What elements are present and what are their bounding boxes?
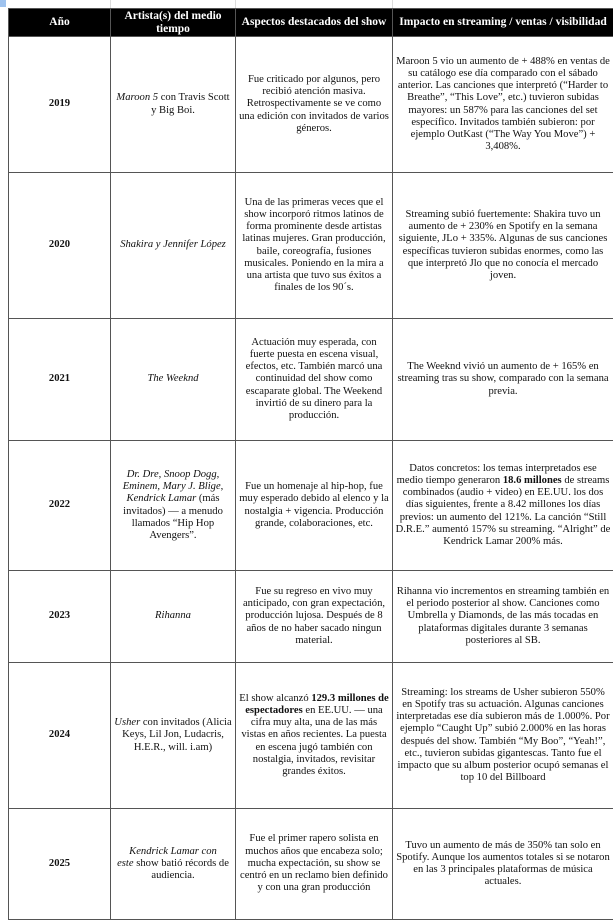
- table-row: [9, 441, 613, 571]
- impact-cell[interactable]: Streaming: los streams de Usher subieron 550% en Spotify tras su actuación. Algunas canciones interpretadas ese día subieron más de 1.000%. Por ejemplo “Caught Up” subió 2.000% en las horas después del show. También “My Boo”, “Yeah!”, etc., tuvieron subidas gigantescas. Tanto fue el impacto que su album posterior ocupó semanas el top 10 del Billboard: [393, 663, 613, 809]
- sheet-gridline: [392, 0, 393, 8]
- impact-cell[interactable]: Maroon 5 vio un aumento de + 488% en ventas de su catálogo ese día comparado con el sábado anterior. Las canciones que interpretó (“Harder to Breathe”, “This Love”, etc.) tuvieron subidas mayores: un 587% para las canciones del set específico. Invitados también subieron: por ejemplo OutKast (“The Way You Move”) + 3,408%.: [393, 37, 613, 173]
- header-artist[interactable]: Artista(s) del medio tiempo: [111, 9, 236, 37]
- year-cell[interactable]: 2020: [9, 173, 111, 319]
- impact-cell[interactable]: Rihanna vio incrementos en streaming también en el periodo posterior al show. Canciones como Umbrella y Diamonds, de las más tocadas en plataformas digitales durante 3 semanas posteriores al SB.: [393, 571, 613, 663]
- header-year[interactable]: Año: [9, 9, 111, 37]
- artist-cell[interactable]: [111, 173, 236, 319]
- halftime-show-table: [8, 8, 613, 920]
- impact-cell[interactable]: Tuvo un aumento de más de 350% tan solo en Spotify. Aunque los aumentos totales si se notaron en las 3 principales plataformas de música actuales.: [393, 809, 613, 920]
- artist-name: Rihanna: [155, 610, 191, 622]
- artist-cell[interactable]: [111, 37, 236, 173]
- artist-name: Maroon 5: [116, 92, 159, 104]
- cell-selection-indicator: [0, 0, 6, 7]
- year-cell[interactable]: 2021: [9, 319, 111, 441]
- artist-cell[interactable]: [111, 319, 236, 441]
- artist-emphasis: este: [117, 857, 134, 869]
- year-cell[interactable]: 2024: [9, 663, 111, 809]
- impact-cell[interactable]: Streaming subió fuertemente: Shakira tuvo un aumento de + 230% en Spotify en la semana siguiente, JLo + 335%. Algunas de sus canciones específicas tuvieron subidas enormes, como las que interpretó Jlo que no conocía el mercado joven.: [393, 173, 613, 319]
- impact-cell[interactable]: [393, 441, 613, 571]
- table-row: [9, 809, 613, 920]
- artist-name: Dr. Dre, Snoop Dogg, Eminem, Mary J. Blige, Kendrick Lamar: [122, 468, 224, 505]
- highlights-cell[interactable]: Una de las primeras veces que el show incorporó ritmos latinos de forma prominente desde artistas latinas mujeres. Gran producción, baile, coreografía, fusiones musicales. Poniendo en la mira a una artista que tuvo sus éxitos a finales de los 90´s.: [236, 173, 393, 319]
- highlights-cell[interactable]: Actuación muy esperada, con fuerte puesta en escena visual, efectos, etc. También marcó una continuidad del show como escaparate global. The Weekend invirtió de su dinero para la producción.: [236, 319, 393, 441]
- header-row: [9, 9, 613, 37]
- impact-cell[interactable]: The Weeknd vivió un aumento de + 165% en streaming tras su show, comparado con la semana previa.: [393, 319, 613, 441]
- header-impact[interactable]: Impacto en streaming / ventas / visibilidad: [393, 9, 613, 37]
- header-highlights[interactable]: Aspectos destacados del show: [236, 9, 393, 37]
- highlights-text: en EE.UU. — una cifra muy alta, una de las más vistas en años recientes. La puesta en escena jugó también con nostalgia, invitados, revisitar grandes éxitos.: [241, 704, 387, 777]
- artist-cell[interactable]: [111, 441, 236, 571]
- sheet-gridline: [235, 0, 236, 8]
- table-row: [9, 37, 613, 173]
- artist-cell[interactable]: [111, 571, 236, 663]
- table-row: [9, 571, 613, 663]
- artist-name: Usher: [114, 717, 141, 729]
- highlights-cell[interactable]: Fue el primer rapero solista en muchos años que encabeza solo; mucha expectación, su show se centró en un reclamo bien definido y con una gran producción: [236, 809, 393, 920]
- impact-highlight: 18.6 millones: [502, 474, 562, 486]
- table-row: [9, 663, 613, 809]
- year-cell[interactable]: 2025: [9, 809, 111, 920]
- year-cell[interactable]: 2019: [9, 37, 111, 173]
- year-cell[interactable]: 2022: [9, 441, 111, 571]
- highlights-cell[interactable]: Fue su regreso en vivo muy anticipado, con gran expectación, producción lujosa. Después de 8 años de no haber sacado ningun material.: [236, 571, 393, 663]
- sheet-gridline: [110, 0, 111, 8]
- artist-detail: con Travis Scott y Big Boi.: [151, 92, 230, 116]
- artist-name: The Weeknd: [147, 373, 199, 385]
- artist-cell[interactable]: [111, 663, 236, 809]
- impact-text: de streams combinados (audio + video) en EE.UU. los dos días siguientes, frente a 8.42 millones los días previos: un aumento del 121%. La canción “Still D.R.E.” aumentó 157% su streaming. “Alright” de Kendrick Lamar 200% más.: [395, 474, 611, 547]
- table-row: [9, 319, 613, 441]
- year-cell[interactable]: 2023: [9, 571, 111, 663]
- table-row: [9, 173, 613, 319]
- highlights-highlight: 129.3 millones de espectadores: [245, 692, 389, 716]
- artist-detail: con invitados (Alicia Keys, Lil Jon, Ludacris, H.E.R., will. i.am): [122, 717, 232, 753]
- highlights-cell[interactable]: Fue criticado por algunos, pero recibió atención masiva. Retrospectivamente se ve como una edición con invitados de varios géneros.: [236, 37, 393, 173]
- artist-cell[interactable]: [111, 809, 236, 920]
- artist-detail: (más invitados) — a menudo llamados “Hip Hop Avengers”.: [123, 493, 223, 541]
- artist-detail: show batió récords de audiencia.: [133, 857, 229, 882]
- impact-text: Datos concretos: los temas interpretados ese medio tiempo generaron: [396, 462, 597, 486]
- artist-name: Kendrick Lamar con: [129, 845, 217, 857]
- highlights-cell[interactable]: Fue un homenaje al hip-hop, fue muy esperado debido al elenco y la nostalgia + vigencia. Producción grande, colaboraciones, etc.: [236, 441, 393, 571]
- highlights-text: El show alcanzó: [239, 692, 312, 704]
- highlights-cell[interactable]: [236, 663, 393, 809]
- artist-name: Shakira y Jennifer López: [120, 239, 226, 251]
